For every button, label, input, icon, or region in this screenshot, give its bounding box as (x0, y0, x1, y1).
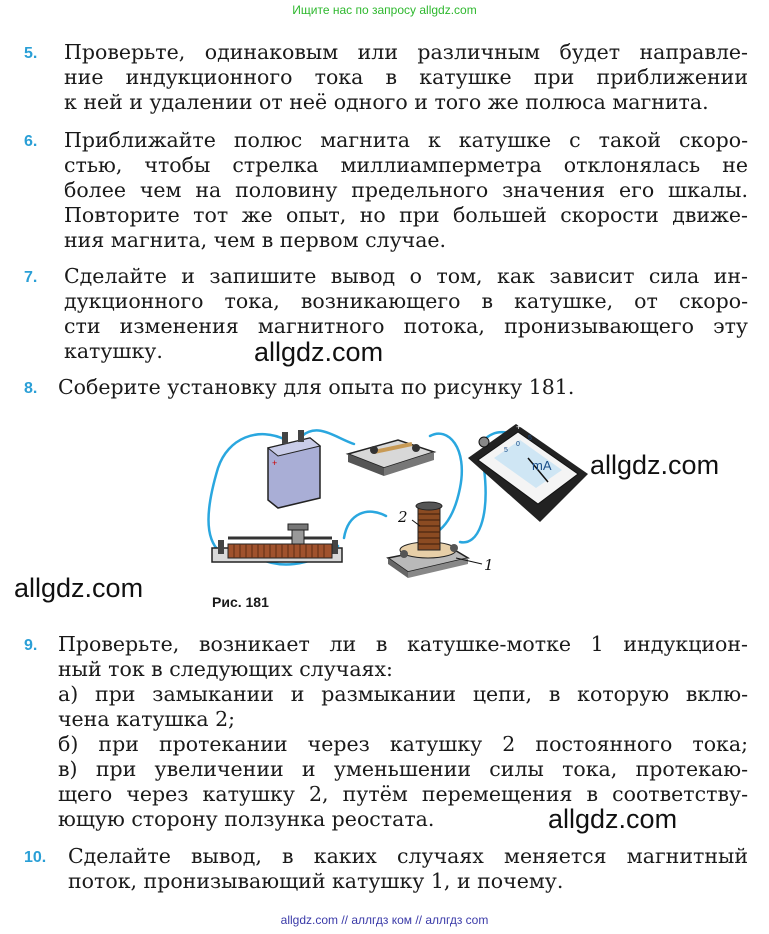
switch-icon (348, 440, 434, 476)
text-line: ющую сторону ползунка реостата. (58, 807, 435, 831)
task-number: 9. (24, 637, 38, 654)
text-line: Повторите тот же опыт, но при большей скорости движе- (64, 203, 748, 227)
figure-caption: Рис. 181 (212, 594, 269, 610)
watermark: allgdz.com (548, 804, 678, 834)
text-line: более чем на половину предельного значения его шкалы. (64, 178, 748, 202)
page-footer-links[interactable]: allgdz.com // аллгдз ком // аллгдз com (280, 913, 489, 927)
text-line: стью, чтобы стрелка миллиамперметра отклонялась не (64, 153, 748, 177)
text-line: ние индукционного тока в катушке при приближении (64, 65, 748, 89)
task-text (58, 632, 748, 832)
text-line: дукционного тока, возникающего в катушке, от скоро- (64, 289, 748, 313)
text-line: Соберите установку для опыта по рисунку 181. (58, 375, 575, 399)
meter-scale-label: 0 (516, 441, 520, 448)
watermark: allgdz.com (254, 337, 384, 367)
meter-scale-label: 5 (528, 435, 532, 442)
meter-unit-label: mA (532, 458, 552, 473)
text-line: Сделайте и запишите вывод о том, как зависит сила ин- (64, 264, 748, 288)
text-line: ния магнита, чем в первом случае. (64, 228, 447, 252)
task-number: 7. (24, 269, 38, 286)
battery-icon (268, 430, 320, 508)
text-line: щего через катушку 2, путём перемещения в соответству- (58, 782, 748, 806)
task-number: 6. (24, 133, 38, 150)
watermark: allgdz.com (14, 573, 144, 603)
meter-scale-label: 5 (504, 447, 508, 454)
figure-181-circuit (198, 418, 590, 590)
task-number: 8. (24, 380, 38, 397)
text-line: б) при протекании через катушку 2 постоянного тока; (58, 732, 748, 756)
meter-plus-label: + (516, 422, 522, 432)
text-line: к ней и удалении от неё одного и того же полюса магнита. (64, 90, 709, 114)
task-text (64, 40, 748, 115)
task-number: 5. (24, 45, 38, 62)
task-text (58, 375, 748, 400)
text-line: а) при замыкании и размыкании цепи, в которую вклю- (58, 682, 748, 706)
text-line: ный ток в следующих случаях: (58, 657, 393, 681)
task-number: 10. (24, 849, 47, 866)
text-line: сти изменения магнитного потока, пронизывающего эту (64, 314, 748, 338)
svg-text:+: + (272, 458, 278, 468)
task-text (64, 128, 748, 253)
coil-label-1: 1 (484, 556, 494, 574)
page-header-link[interactable]: Ищите нас по запросу allgdz.com (292, 3, 477, 17)
wire (460, 468, 486, 542)
wire (344, 512, 386, 538)
text-line: Приближайте полюс магнита к катушке с такой скоро- (64, 128, 748, 152)
text-line: Сделайте вывод, в каких случаях меняется магнитный (68, 844, 748, 868)
rheostat-icon (212, 524, 342, 562)
text-line: в) при увеличении и уменьшении силы тока, протекаю- (58, 757, 748, 781)
task-text (68, 844, 748, 894)
text-line: Проверьте, одинаковым или различным будет направле- (64, 40, 748, 64)
coil-label-2: 2 (398, 508, 408, 526)
watermark: allgdz.com (590, 450, 720, 480)
text-line: чена катушка 2; (58, 707, 236, 731)
text-line: Проверьте, возникает ли в катушке-мотке 1 индукцион- (58, 632, 748, 656)
task-text (64, 264, 748, 364)
text-line: поток, пронизывающий катушку 1, и почему. (68, 869, 564, 893)
text-line: катушку. (64, 339, 163, 363)
